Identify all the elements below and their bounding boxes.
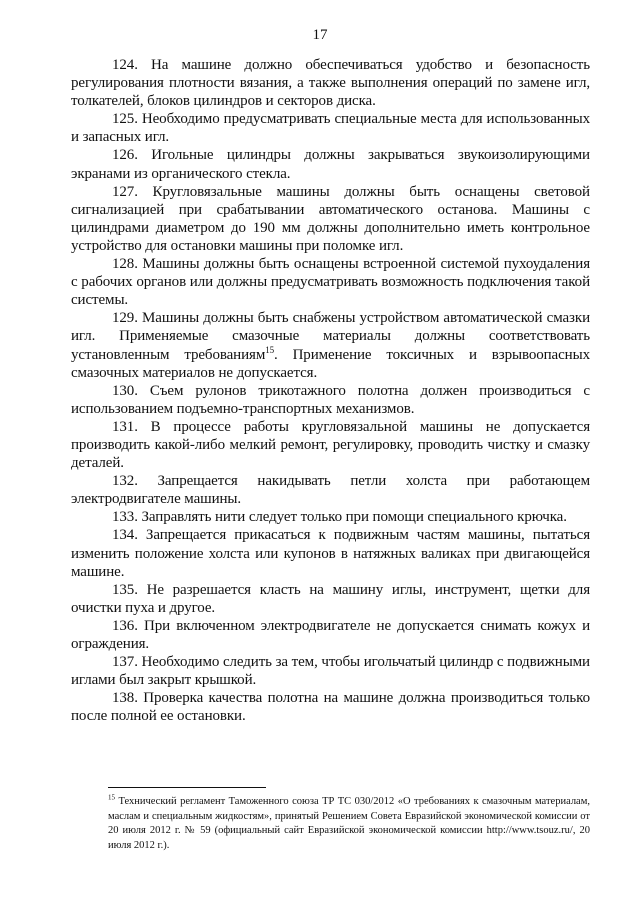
paragraph-124: 124. На машине должно обеспечиваться удобство и безопасность регулирования плотности вязания, а также выполнения операций по замене игл, толкателей, блоков цилиндров и секторов диска. (71, 57, 590, 110)
footnote-reference: 15 (265, 344, 275, 355)
paragraph-126: 126. Игольные цилиндры должны закрываться звукоизолирующими экранами из органического стекла. (71, 147, 590, 182)
paragraph-129-text-start: 129. Машины должны быть снабжены устройством автоматической смазки игл. Применяемые смазочные материалы должны соответствовать установленным требованиям (71, 310, 590, 363)
paragraph-129-text-end: . Применение токсичных и взрывоопасных смазочных материалов не допускается. (71, 346, 590, 381)
paragraph-127: 127. Кругловязальные машины должны быть оснащены световой сигнализацией при срабатывании автоматического останова. Машины с цилиндрами диаметром до 190 мм должны дополнительно иметь контрольное устройство для остановки машины при поломке игл. (71, 183, 590, 254)
footnote-text: Технический регламент Таможенного союза ТР ТС 030/2012 «О требованиях к смазочным материалам, маслам и специальным жидкостям», принятый Решением Совета Евразийской экономической комиссии от 20 июля 2012 г. № 59 (официальный сайт Евразийской экономической комиссии http://www.tsouz.ru/, 20 июля 2012 г.). (108, 796, 590, 851)
paragraph-135: 135. Не разрешается класть на машину иглы, инструмент, щетки для очистки пуха и другое. (71, 581, 590, 616)
paragraph-129 (71, 309, 590, 381)
paragraph-136: 136. При включенном электродвигателе не допускается снимать кожух и ограждения. (71, 617, 590, 652)
body-text (71, 56, 590, 725)
paragraph-134: 134. Запрещается прикасаться к подвижным частям машины, пытаться изменить положение холста или купонов в натяжных валиках при двигающейся машине. (71, 527, 590, 580)
paragraph-138: 138. Проверка качества полотна на машине должна производиться только после полной ее остановки. (71, 690, 590, 725)
paragraph-133: 133. Заправлять нити следует только при помощи специального крючка. (112, 509, 567, 526)
paragraph-128: 128. Машины должны быть оснащены встроенной системой пухоудаления с рабочих органов или должны предусматривать возможность подключения такой системы. (71, 256, 590, 309)
footnote (108, 795, 590, 853)
footnote-divider (108, 787, 266, 788)
paragraph-131: 131. В процессе работы кругловязальной машины не допускается производить какой-либо мелкий ремонт, регулировку, проводить чистку и смазку деталей. (71, 418, 590, 472)
paragraph-137: 137. Необходимо следить за тем, чтобы игольчатый цилиндр с подвижными иглами был закрыт крышкой. (71, 654, 590, 689)
paragraph-130: 130. Съем рулонов трикотажного полотна должен производиться с использованием подъемно-транспортных механизмов. (71, 382, 590, 417)
paragraph-125: 125. Необходимо предусматривать специальные места для использованных и запасных игл. (71, 111, 590, 146)
footnote-marker: 15 (108, 793, 115, 802)
page-number: 17 (312, 27, 328, 43)
paragraph-132: 132. Запрещается накидывать петли холста при работающем электродвигателе машины. (71, 473, 590, 508)
